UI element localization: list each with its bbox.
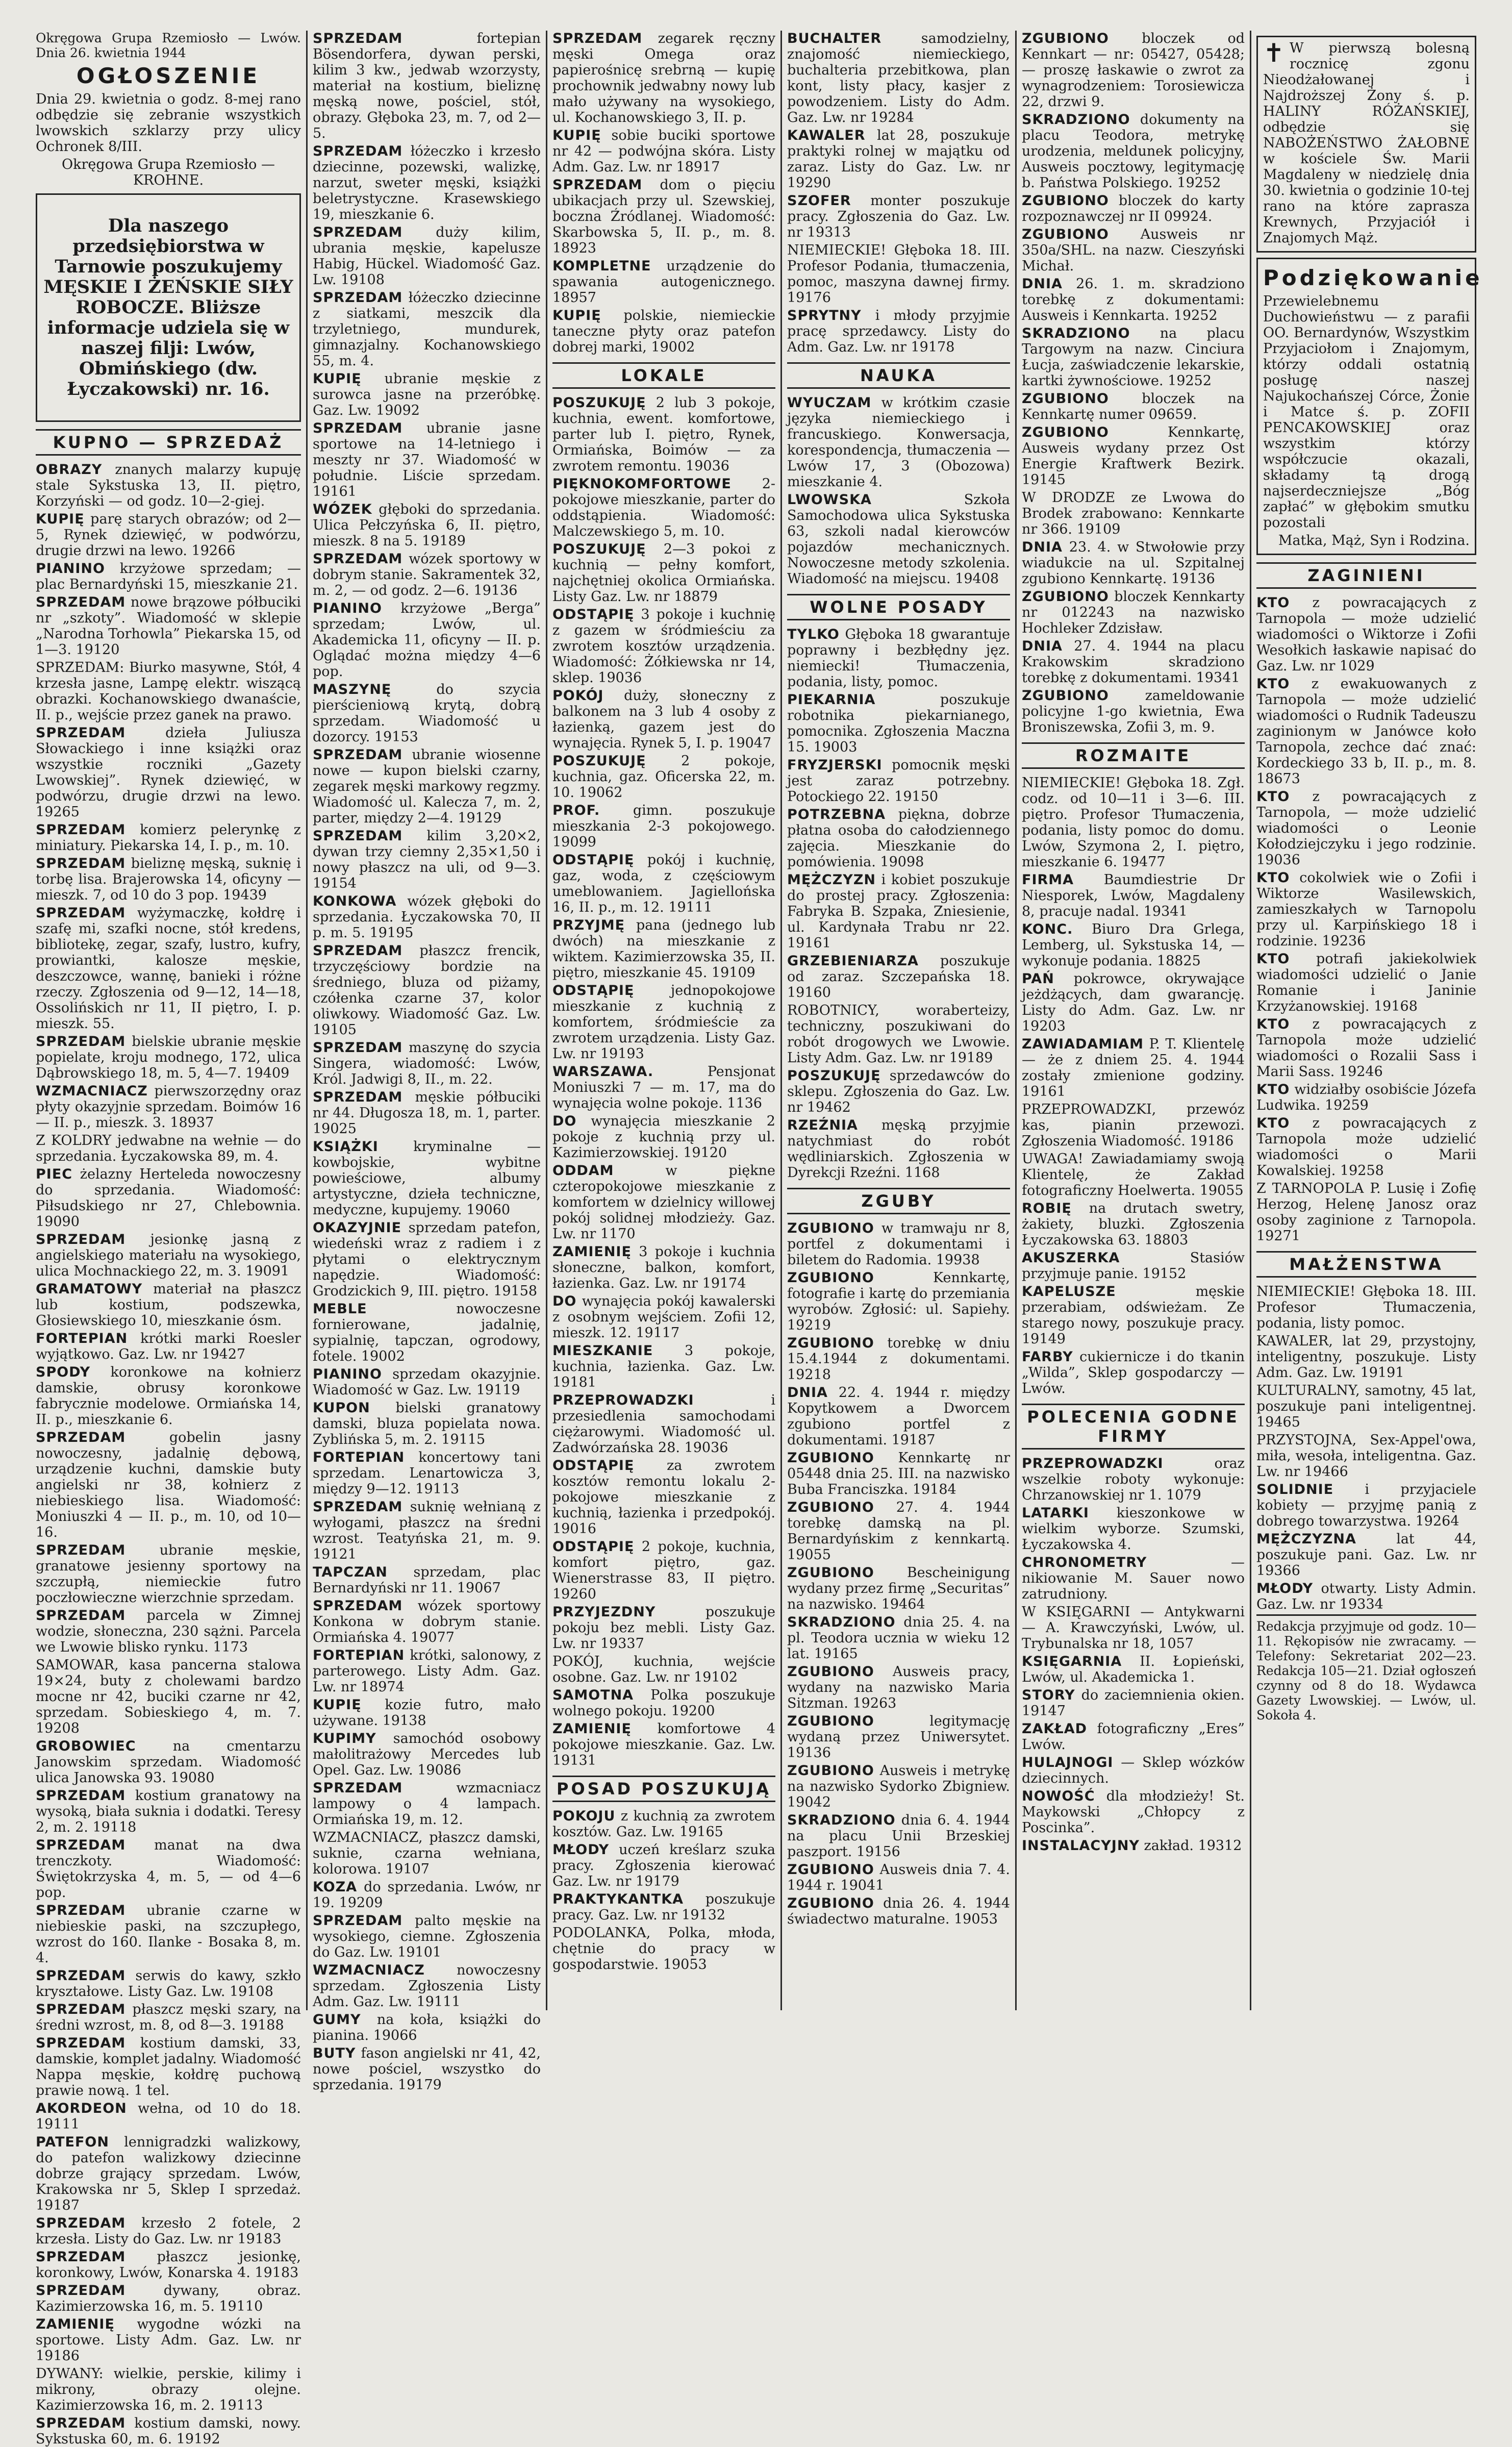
classified-ad: SPRZEDAM parcela w Zimnej wodzie, słoneczna, 230 sążni. Parcela we Lwowie blisko rynku. 1173 [36, 1608, 301, 1655]
classified-ad: KAWALER, lat 29, przystojny, inteligentny, poszukuje. Listy Adm. Gaz. Lw. 19191 [1256, 1333, 1476, 1381]
classified-ad: SPRZEDAM dzieła Juliusza Słowackiego i inne książki oraz wszystkie roczniki „Gazety Lwowskiej”. Rynek dziewięć, w podwórzu, drugie drzwi na lewo. 19265 [36, 725, 301, 820]
classified-ad: PIANINO sprzedam okazyjnie. Wiadomość w Gaz. Lw. 19119 [313, 1366, 541, 1398]
classified-ad: KAWALER lat 28, poszukuje praktyki rolnej w majątku od zaraz. Listy do Gaz. Lw. nr 19290 [787, 128, 1010, 191]
obituary-box [1256, 36, 1476, 253]
classified-ad: DYWANY: wielkie, perskie, kilimy i mikrony, obrazy olejne. Kazimierzowska 16, m. 2. 19113 [36, 2366, 301, 2413]
classified-ad: SPRZEDAM wzmacniacz lampowy o 4 lampach. Ormiańska 19, m. 12. [313, 1780, 541, 1828]
classified-ad: ZGUBIONO torebkę w dniu 15.4.1944 z dokumentami. 19218 [787, 1335, 1010, 1383]
announcement-text: Dnia 29. kwietnia o godz. 8-mej rano odbędzie się zebranie wszystkich lwowskich szklarzy przy ulicy Ochronek 8/III. [36, 91, 301, 155]
classified-ad: ROBIĘ na drutach swetry, żakiety, bluzki. Zgłoszenia Łyczakowska 63. 18803 [1022, 1201, 1245, 1248]
classified-ad: SPRZEDAM ubranie jasne sportowe na 14-letniego i meszty nr 37. Wiadomość w południe. Liście sprzedam. 19161 [313, 420, 541, 500]
classified-ad: ODDAM w piękne czteropokojowe mieszkanie z komfortem w dzielnicy willowej pokój solidnej młodzieży. Gaz. Lw. nr 1170 [552, 1163, 775, 1242]
classified-ad: SPRZEDAM jesionkę jasną z angielskiego materiału na wysokiego, ulica Mochnackiego 22, m. 3. 19091 [36, 1232, 301, 1279]
classified-ad: FORTEPIAN krótki, salonowy, z parterowego. Listy Adm. Gaz. Lw. nr 18974 [313, 1647, 541, 1695]
classified-ad: DNIA 22. 4. 1944 r. między Kopytkowem a Dworcem zgubiono portfel z dokumentami. 19187 [787, 1385, 1010, 1448]
classified-ad: KSIĄŻKI kryminalne — kowbojskie, wybitne powieściowe, albumy artystyczne, dzieła techniczne, medyczne, kupujemy. 19060 [313, 1139, 541, 1218]
classified-ad: ZGUBIONO bloczek Kennkarty nr 012243 na nazwisko Hochleker Zdzisław. [1022, 589, 1245, 636]
classified-ad: ODSTĄPIĘ za zwrotem kosztów remontu lokalu 2-pokojowe mieszkanie z kuchnią, łazienka i przedpokój. 19016 [552, 1458, 775, 1537]
column-5 [1015, 31, 1250, 2010]
classified-ad: POKOJU z kuchnią za zwrotem kosztów. Gaz. Lw. 19165 [552, 1808, 775, 1840]
classified-ad: KUPIĘ sobie buciki sportowe nr 42 — podwójna skóra. Listy Adm. Gaz. Lw. nr 18917 [552, 128, 775, 175]
thanks-title: Podziękowanie [1263, 265, 1483, 290]
classified-ad: SPRZEDAM duży kilim, ubrania męskie, kapelusze Habig, Hückel. Wiadomość Gaz. Lw. 19108 [313, 224, 541, 288]
classified-ad: STORY do zaciemnienia okien. 19147 [1022, 1687, 1245, 1719]
col6-ads-malzenstwa [1256, 1284, 1476, 1612]
classified-ad: SPRZEDAM bieliznę męską, suknię i torbę lisa. Brajerowska 14, oficyny — mieszk. 7, od 10 do 3 pop. 19439 [36, 856, 301, 903]
classified-ad: SKRADZIONO dnia 25. 4. na pl. Teodora ucznia w wieku 12 lat. 19165 [787, 1614, 1010, 1662]
classified-ad: MIESZKANIE 3 pokoje, kuchnia, łazienka. Gaz. Lw. 19181 [552, 1343, 775, 1390]
classified-ad: PODOLANKA, Polka, młoda, chętnie do pracy w gospodarstwie. 19053 [552, 1925, 775, 1972]
classified-ad: MĘŻCZYZNA lat 44, poszukuje pani. Gaz. Lw. nr 19366 [1256, 1531, 1476, 1579]
classified-ad: KUPIMY samochód osobowy małolitrażowy Mercedes lub Opel. Gaz. Lw. 19086 [313, 1731, 541, 1778]
classified-ad: NIEMIECKIE! Głęboka 18. Zgł. codz. od 10—11 i 3—6. III. piętro. Profesor Tłumaczenia, podania, listy pomoc do domu. Lwów, Szymona 2, I. piętro, mieszkanie 6. 19477 [1022, 775, 1245, 870]
classified-ad: FRYZJERSKI pomocnik męski jest zaraz potrzebny. Potockiego 22. 19150 [787, 757, 1010, 805]
classified-ad: KONKOWA wózek głęboki do sprzedania. Łyczakowska 70, II p. m. 5. 19195 [313, 893, 541, 941]
classified-ad: KUPIĘ kozie futro, mało używane. 19138 [313, 1697, 541, 1729]
org-date-line: Okręgowa Grupa Rzemiosło — Lwów. Dnia 26. kwietnia 1944 [36, 31, 301, 60]
section-zaginieni: ZAGINIENI [1256, 562, 1476, 589]
classified-ad: ZGUBIONO 27. 4. 1944 torebkę damską na pl. Bernardyńskim z kennkartą. 19055 [787, 1500, 1010, 1563]
classified-ad: KUPIĘ parę starych obrazów; od 2—5, Rynek dziewięć, w podwórzu, drugie drzwi na lewo. 19266 [36, 511, 301, 559]
thanks-sign: Matka, Mąż, Syn i Rodzina. [1278, 533, 1470, 548]
classified-ad: KULTURALNY, samotny, 45 lat, poszukuje pani inteligentnej. 19465 [1256, 1383, 1476, 1430]
classified-ad: MĘŻCZYZN i kobiet poszukuje do prostej pracy. Zgłoszenia: Fabryka B. Szpaka, Zniesienie, ul. Kardynała Trabu nr 22. 19161 [787, 872, 1010, 951]
classified-ad: SPRZEDAM ubranie czarne w niebieskie paski, na szczupłego, wzrost do 160. Ilanke - Bosaka 8, m. 4. [36, 1903, 301, 1966]
classified-ad: NIEMIECKIE! Głęboka 18. III. Profesor Podania, tłumaczenia, pomoc, maszyna dawnej firmy. 19176 [787, 242, 1010, 306]
classified-ad: PRZYJMĘ pana (jednego lub dwóch) na mieszkanie z wiktem. Kazimierzowska 35, II. piętro, mieszkanie 45. 19109 [552, 917, 775, 981]
section-posad-poszukuja: POSAD POSZUKUJĄ [552, 1776, 775, 1802]
classified-ad: AKUSZERKA Stasiów przyjmuje panie. 19152 [1022, 1250, 1245, 1282]
classified-ad: KTO z powracających z Tarnopola może udzielić wiadomości o Marii Kowalskiej. 19258 [1256, 1115, 1476, 1179]
column-3 [546, 31, 780, 2010]
classified-ad: ROBOTNICY, woraberteizy, techniczny, poszukiwani do robót drogowych we Lwowie. Listy Adm. Gaz. Lw. nr 19189 [787, 1003, 1010, 1066]
classified-ad: MEBLE nowoczesne fornierowane, jadalnię, sypialnię, tapczan, ogrodowy, fotele. 19002 [313, 1301, 541, 1364]
classified-ad: SPRZEDAM serwis do kawy, szkło kryształowe. Listy Gaz. Lw. 19108 [36, 1968, 301, 2000]
announcement-sign: Okręgowa Grupa Rzemiosło — KROHNE. [61, 157, 275, 188]
classified-ad: WZMACNIACZ, płaszcz damski, suknie, czarna wełniana, kolorowa. 19107 [313, 1830, 541, 1877]
classified-ad: GRZEBIENIARZA poszukuje od zaraz. Szczepańska 18. 19160 [787, 953, 1010, 1001]
classified-ad: UWAGA! Zawiadamiamy swoją Klientelę, że Zakład fotograficzny Hoelwerta. 19055 [1022, 1151, 1245, 1198]
col3-ads-lokale [552, 395, 775, 1768]
classified-ad: RZEŹNIA męską przyjmie natychmiast do robót wędliniarskich. Zgłoszenia w Dyrekcji Rzeźni. 1168 [787, 1117, 1010, 1181]
classified-ad: KTO z powracających z Tarnopola — może udzielić wiadomości o Wiktorze i Zofii Wesołkich łaskawie napisać do Gaz. Lw. nr 1029 [1256, 595, 1476, 674]
classified-ad: PATEFON lennigradzki walizkowy, do patefon walizkowy dziecinne dobrze grający sprzedam. Lwów, Krakowska nr 5, Sklep I sprzedaż. 19187 [36, 2134, 301, 2213]
classified-ad: SPRZEDAM dywany, obraz. Kazimierzowska 16, m. 5. 19110 [36, 2283, 301, 2314]
obituary-text: W pierwszą bolesną rocznicę zgonu Nieodżałowanej i Najdroższej Żony ś. p. HALINY RÓŻAŃSKIEJ, odbędzie się NABOŻEŃSTWO ŻAŁOBNE w kościele Św. Marii Magdaleny w niedzielę dnia 30. kwietnia o godzinie 10-tej rano na które zaprasza Krewnych, Przyjaciół i Znajomych Mąż. [1263, 40, 1470, 246]
classified-ad: SPRZEDAM wózek sportowy Konkona w dobrym stanie. Ormiańska 4. 19077 [313, 1598, 541, 1645]
section-kupno-sprzedaz: KUPNO — SPRZEDAŻ [36, 429, 301, 456]
section-rozmaite: ROZMAITE [1022, 742, 1245, 769]
classified-ad: SPODY koronkowe na kołnierz damskie, obrusy koronkowe fabrycznie modelowe. Ormiańska 14, II. p., mieszkanie 6. [36, 1364, 301, 1428]
classified-ad: DO wynajęcia pokój kawalerski z osobnym wejściem. Zofii 12, mieszk. 12. 19117 [552, 1293, 775, 1341]
classified-ad: PRZEPROWADZKI i przesiedlenia samochodami ciężarowymi. Wiadomość ul. Zadwórzańska 28. 19036 [552, 1392, 775, 1456]
section-nauka: NAUKA [787, 362, 1010, 389]
classified-ad: SPRZEDAM maszynę do szycia Singera, wiadomość: Lwów, Król. Jadwigi 8, II., m. 22. [313, 1040, 541, 1087]
classified-ad: SPRZEDAM kostium damski, nowy. Sykstuska 60, m. 6. 19192 [36, 2415, 301, 2447]
col4-ads-zguby [787, 1220, 1010, 1927]
classified-ad: SPRZEDAM fortepian Bösendorfera, dywan perski, kilim 3 kw., jedwab wzorzysty, materiał na kostium, bieliznę męską nowe, pościel, stół, obrazy. Głęboka 23, m. 7, od 2—5. [313, 31, 541, 141]
classified-ad: POKÓJ duży, słoneczny z balkonem na 3 lub 4 osoby z łazienką, gazem jest do wynajęcia. Rynek 5, I. p. 19047 [552, 688, 775, 751]
classified-ad: SPRZEDAM płaszcz jesionkę, koronkowy, Lwów, Konarska 4. 19183 [36, 2249, 301, 2281]
col4-ads-wolne [787, 627, 1010, 1181]
classified-ad: ZGUBIONO bloczek od Kennkart — nr: 05427, 05428; — proszę łaskawie o zwrot za wynagrodzeniem: Torosiewicza 22, drzwi 9. [1022, 31, 1245, 110]
classified-ad: DNIA 23. 4. w Stwołowie przy wiadukcie na ul. Szpitalnej zgubiono Kennkartę. 19136 [1022, 539, 1245, 587]
classified-ad: LATARKI kieszonkowe w wielkim wyborze. Szumski, Łyczakowska 4. [1022, 1505, 1245, 1553]
classified-ad: LWOWSKA Szkoła Samochodowa ulica Sykstuska 63, szkoli nadal kierowców pojazdów mechanicznych. Nowoczesne metody szkolenia. Wiadomość na miejscu. 19408 [787, 492, 1010, 587]
classified-ad: SAMOTNA Polka poszukuje wolnego pokoju. 19200 [552, 1687, 775, 1719]
classified-ad: SPRZEDAM wyżymaczkę, kołdrę i szafę mi, szafki nocne, stół kredens, bibliotekę, zegar, szafy, lustro, kufry, prowiantki, kalosze męskie, deszczowce, wannę, banieki i różne rzeczy. Zgłoszenia od 9—12, 14—18, Ossolińskich nr 11, II piętro, I. p. mieszk. 55. [36, 905, 301, 1032]
classified-ad: GUMY na koła, książki do pianina. 19066 [313, 2012, 541, 2043]
column-1 [31, 31, 306, 2447]
classified-ad: KUPIĘ ubranie męskie z surowca jasne na przeróbkę. Gaz. Lw. 19092 [313, 371, 541, 418]
col5-ads-polecenia [1022, 1456, 1245, 1854]
classified-ad: KAPELUSZE męskie przerabiam, odświeżam. Ze starego nowy, poszukuje pracy. 19149 [1022, 1284, 1245, 1347]
classified-ad: ZGUBIONO legitymację wydaną przez Uniwersytet. 19136 [787, 1713, 1010, 1761]
classified-ad: OBRAZY znanych malarzy kupuję stale Sykstuska 13, II. piętro, Korzyński — od godz. 10—2-giej. [36, 462, 301, 509]
classified-ad: W KSIĘGARNI — Antykwarni — A. Krawczyński, Lwów, ul. Trybunalska nr 18, 1057 [1022, 1604, 1245, 1652]
classified-ad: SPRZEDAM wózek sportowy w dobrym stanie. Sakramentek 32, m. 2, — od godz. 2—6. 19136 [313, 551, 541, 598]
col5-ads-zguby [1022, 31, 1245, 735]
classified-ad: SPRZEDAM łóżeczko i krzesło dziecinne, pozewski, walizkę, narzut, sweter męski, książki beletrystyczne. Krasewskiego 19, mieszkanie 6. [313, 143, 541, 222]
classified-ad: PAŃ pokrowce, okrywające jeżdżących, dam gwarancję. Listy do Adm. Gaz. Lw. nr 19203 [1022, 971, 1245, 1034]
thanks-text: Przewielebnemu Duchowieństwu — z parafii OO. Bernardynów, Wszystkim Przyjaciołom i Znajomym, którzy oddali ostatnią posługę naszej Najukochańszej Córce, Żonie i Matce ś. p. ZOFII PENCAKOWSKIEJ oraz wszystkim którzy współczucie okazali, składamy tą drogą najserdeczniejsze „Bóg zapłać” w głębokim smutku pozostali [1263, 293, 1470, 531]
col6-ads-zaginieni [1256, 595, 1476, 1244]
col3-ads-posad [552, 1808, 775, 1972]
classified-ad: Z TARNOPOLA P. Lusię i Zofię Herzog, Helenę Janosz oraz osoby zaginione z Tarnopola. 19271 [1256, 1181, 1476, 1244]
classified-ad: ODSTĄPIĘ pokój i kuchnię, gaz, woda, z częściowym umeblowaniem. Jagiellońska 16, II. p., m. 12. 19111 [552, 852, 775, 915]
newspaper-page [31, 31, 1483, 2447]
classified-ad: SPRZEDAM ubranie męskie, granatowe jesienny sportowy na szczupłą, niemieckie futro poczłowieczne wierzchnie sprzedam. [36, 1542, 301, 1606]
classified-ad: ZGUBIONO Kennkartę, fotografie i kartę do przemiania wyrobów. Zgłosić: ul. Sapiehy. 19219 [787, 1270, 1010, 1333]
classified-ad: ZGUBIONO Ausweis dnia 7. 4. 1944 r. 19041 [787, 1862, 1010, 1893]
classified-ad: SPRZEDAM męskie półbuciki nr 44. Długosza 18, m. 1, parter. 19025 [313, 1089, 541, 1137]
classified-ad: WZMACNIACZ nowoczesny sprzedam. Zgłoszenia Listy Adm. Gaz. Lw. 19111 [313, 1962, 541, 2010]
classified-ad: POSZUKUJĘ sprzedawców do sklepu. Zgłoszenia do Gaz. Lw. nr 19462 [787, 1068, 1010, 1115]
classified-ad: PRZYJEZDNY poszukuje pokoju bez mebli. Listy Gaz. Lw. nr 19337 [552, 1604, 775, 1652]
classified-ad: BUTY fason angielski nr 41, 42, nowe pościel, wszystko do sprzedania. 19179 [313, 2045, 541, 2093]
col3-ads-kupno [552, 31, 775, 355]
classified-ad: SPRZEDAM ubranie wiosenne nowe — kupon bielski czarny, zegarek męski markowy regzmy. Wiadomość ul. Kalecza 7, m. 2, parter, między 2—4. 19129 [313, 747, 541, 826]
classified-ad: ZAWIADAMIAM P. T. Klientelę — że z dniem 25. 4. 1944 zostały zmienione godziny. 19161 [1022, 1036, 1245, 1100]
classified-ad: MASZYNĘ do szycia pierścieniową krytą, dobrą sprzedam. Wiadomość u dozorcy. 19153 [313, 682, 541, 745]
column-4 [780, 31, 1015, 2010]
classified-ad: SAMOWAR, kasa pancerna stalowa 19×24, buty z cholewami bardzo mocne nr 42, buciki czarne nr 42, sprzedam. Sobieskiego 4, m. 7. 19208 [36, 1657, 301, 1736]
classified-ad: PRZYSTOJNA, Sex-Appel'owa, miła, wesoła, inteligentna. Gaz. Lw. nr 19466 [1256, 1432, 1476, 1480]
classified-ad: GROBOWIEC na cmentarzu Janowskim sprzedam. Wiadomość ulica Janowska 93. 19080 [36, 1738, 301, 1786]
classified-ad: ZGUBIONO bloczek do karty rozpoznawczej nr II 09924. [1022, 193, 1245, 224]
classified-ad: KUPIĘ polskie, niemieckie taneczne płyty oraz patefon dobrej marki, 19002 [552, 308, 775, 355]
classified-ad: KOZA do sprzedania. Lwów, nr 19. 19209 [313, 1879, 541, 1911]
classified-ad: SPRZEDAM płaszcz frencik, trzyczęściowy bordzie na średniego, bluza od piżamy, czółenka czarne 37, kolor oliwkowy. Wiadomość Gaz. Lw. 19105 [313, 943, 541, 1038]
classified-ad: ZGUBIONO Kennkartę, Ausweis wydany przez Ost Energie Kraftwerk Bezirk. 19145 [1022, 425, 1245, 488]
section-malzenstwa: MAŁŻENSTWA [1256, 1251, 1476, 1278]
classified-ad: WÓZEK głęboki do sprzedania. Ulica Pełczyńska 6, II. piętro, mieszk. 8 na 5. 19189 [313, 502, 541, 549]
classified-ad: PIEC żelazny Herteleda nowoczesny do sprzedania. Wiadomość: Piłsudskiego nr 27, Chlebownia. 19090 [36, 1166, 301, 1230]
classified-ad: SPRZEDAM krzesło 2 fotele, 2 krzesła. Listy do Gaz. Lw. nr 19183 [36, 2215, 301, 2247]
classified-ad: SPRZEDAM kostium granatowy na wysoką, biała suknia i dodatki. Teresy 2, m. 2. 19118 [36, 1788, 301, 1835]
announcement-title: OGŁOSZENIE [76, 63, 261, 88]
classified-ad: SPRZEDAM kostium damski, 33, damskie, komplet jadalny. Wiadomość Nappa męskie, kołdrę puchową prawie nową. 1 tel. [36, 2035, 301, 2099]
classified-ad: ZGUBIONO Kennkartę nr 05448 dnia 25. III. na nazwisko Buba Franciszka. 19184 [787, 1450, 1010, 1497]
classified-ad: KTO widziałby osobiście Józefa Ludwika. 19259 [1256, 1082, 1476, 1113]
classified-ad: OKAZYJNIE sprzedam patefon, wiedeński wraz z radiem i z płytami o elektrycznym napędzie. Wiadomość: Grodzickich 9, III. piętro. 19158 [313, 1220, 541, 1299]
classified-ad: SPRZEDAM płaszcz męski szary, na średni wzrost, m. 8, od 8—3. 19188 [36, 2002, 301, 2033]
classified-ad: KTO cokolwiek wie o Zofii i Wiktorze Wasilewskich, zamieszkałych w Tarnopolu przy ul. Karpińskiego 18 i rodzinie. 19236 [1256, 870, 1476, 949]
classified-ad: SKRADZIONO na placu Targowym na nazw. Cinciura Łucja, zaświadczenie lekarskie, kartki żywnościowe. 19252 [1022, 326, 1245, 389]
boxed-ad [36, 193, 301, 422]
section-lokale: LOKALE [552, 362, 775, 389]
classified-ad: AKORDEON wełna, od 10 do 18. 19111 [36, 2101, 301, 2132]
classified-ad: W DRODZE ze Lwowa do Brodek zrabowano: Kennkarte nr 366. 19109 [1022, 490, 1245, 537]
classified-ad: TAPCZAN sprzedam, plac Bernardyński nr 11. 19067 [313, 1564, 541, 1596]
classified-ad: ZGUBIONO w tramwaju nr 8, portfel z dokumentami i biletem do Radomia. 19938 [787, 1220, 1010, 1268]
col4-ads-posad [787, 31, 1010, 355]
classified-ad: SPRZEDAM łóżeczko dziecinne z siatkami, meszcik dla trzyletniego, mundurek, gimnazjalny. Kochanowskiego 55, m. 4. [313, 290, 541, 369]
classified-ad: HULAJNOGI — Sklep wózków dziecinnych. [1022, 1755, 1245, 1786]
classified-ad: TYLKO Głęboka 18 gwarantuje poprawny i bezbłędny jęz. niemiecki! Tłumaczenia, podania, listy, pomoc. [787, 627, 1010, 690]
classified-ad: NIEMIECKIE! Głęboka 18. III. Profesor Tłumaczenia, podania, listy pomoc. [1256, 1284, 1476, 1331]
section-zguby: ZGUBY [787, 1188, 1010, 1214]
classified-ad: PIANINO krzyżowe sprzedam; — plac Bernardyński 15, mieszkanie 21. [36, 561, 301, 592]
classified-ad: WZMACNIACZ pierwszorzędny oraz płyty okazyjnie sprzedam. Boimów 16 — II. p., mieszk. 3. 18937 [36, 1083, 301, 1131]
classified-ad: PRZEPROWADZKI, przewóz kas, pianin przewozi. Zgłoszenia Wiadomość. 19186 [1022, 1102, 1245, 1149]
boxed-ad-text: Dla naszego przedsiębiorstwa w Tarnowie poszukujemy MĘSKIE I ŻEŃSKIE SIŁY ROBOCZE. Bliższe informacje udziela się w naszej filji: Lwów, Obmińskiego (dw. Łyczakowski) nr. 16. [43, 215, 293, 399]
classified-ad: SPRZEDAM: Biurko masywne, Stół, 4 krzesła jasne, Lampę elektr. wiszącą obrazki. Kochanowskiego dwanaście, II. p., wejście przez ganek na prawo. [36, 660, 301, 723]
classified-ad: POTRZEBNA piękna, dobrze płatna osoba do całodziennego zajęcia. Mieszkanie do pomówienia. 19098 [787, 807, 1010, 870]
classified-ad: KONC. Biuro Dra Grlega, Lemberg, ul. Sykstuska 14, — wykonuje podania. 18825 [1022, 921, 1245, 969]
col4-ads-nauka [787, 395, 1010, 587]
col5-ads-rozmaite [1022, 775, 1245, 1396]
classified-ad: SPRZEDAM kilim 3,20×2, dywan trzy ciemny 2,35×1,50 i nowy płaszcz na uli, od 9—3. 19154 [313, 828, 541, 891]
classified-ad: FORTEPIAN koncertowy tani sprzedam. Lenartowicza 3, między 9—12. 19113 [313, 1450, 541, 1497]
classified-ad: PROF. gimn. poszukuje mieszkania 2-3 pokojowego. 19099 [552, 803, 775, 850]
classified-ad: POSZUKUJĘ 2 pokoje, kuchnia, gaz. Oficerska 22, m. 10. 19062 [552, 753, 775, 801]
classified-ad: SPRZEDAM gobelin jasny nowoczesny, jadalnię dębową, urządzenie kuchni, damskie buty angielski nr 38, kołnierz z niebieskiego lisa. Wiadomość: Moniuszki 4 — II. p., m. 10, od 10—16. [36, 1430, 301, 1540]
classified-ad: FIRMA Baumdiestrie Dr Niesporek, Lwów, Magdaleny 8, pracuje nadal. 19341 [1022, 872, 1245, 919]
classified-ad: FORTEPIAN krótki marki Roesler wyjątkowo. Gaz. Lw. nr 19427 [36, 1331, 301, 1362]
classified-ad: NOWOŚĆ dla młodzieży! St. Maykowski „Chłopcy z Poscinka”. [1022, 1788, 1245, 1836]
classified-ad: SKRADZIONO dokumenty na placu Teodora, metrykę urodzenia, meldunek policyjny, Ausweis pocztowy, legitymację b. Państwa Polskiego. 19252 [1022, 112, 1245, 191]
column-2 [306, 31, 546, 2093]
classified-ad: SPRZEDAM dom o pięciu ubikacjach przy ul. Szewskiej, boczna Źródlanej. Wiadomość: Skarbowska 5, II. p., m. 8. 18923 [552, 177, 775, 256]
classified-ad: FARBY cukiernicze i do tkanin „Wilda”, Sklep gospodarczy — Lwów. [1022, 1349, 1245, 1396]
classified-ad: PIEKARNIA poszukuje robotnika piekarnianego, pomocnika. Zgłoszenia Maczna 15. 19003 [787, 692, 1010, 755]
classified-ad: SPRYTNY i młody przyjmie pracę sprzedawcy. Listy do Adm. Gaz. Lw. nr 19178 [787, 308, 1010, 355]
cross-icon: ✝ [1263, 38, 1284, 68]
classified-ad: KTO z powracających z Tarnopola może udzielić wiadomości o Rozalii Sass i Marii Sass. 19246 [1256, 1016, 1476, 1080]
classified-ad: SPRZEDAM bielskie ubranie męskie popielate, kroju modnego, 172, ulica Dąbrowskiego 18, m. 5, 4—7. 19409 [36, 1034, 301, 1081]
classified-ad: ODSTĄPIĘ jednopokojowe mieszkanie z kuchnią z komfortem, śródmieście za zwrotem urządzenia. Listy Gaz. Lw. nr 19193 [552, 983, 775, 1062]
col1-ads-list [36, 462, 301, 2447]
classified-ad: ODSTĄPIĘ 3 pokoje i kuchnię z gazem w śródmieściu za zwrotem kosztów urządzenia. Wiadomość: Żółkiewska nr 14, sklep. 19036 [552, 607, 775, 686]
classified-ad: ZAMIENIĘ wygodne wózki na sportowe. Listy Adm. Gaz. Lw. nr 19186 [36, 2316, 301, 2364]
classified-ad: ODSTĄPIĘ 2 pokoje, kuchnia, komfort piętro, gaz. Wienerstrasse 83, II piętro. 19260 [552, 1539, 775, 1602]
classified-ad: POKÓJ, kuchnia, wejście osobne. Gaz. Lw. nr 19102 [552, 1654, 775, 1685]
classified-ad: SPRZEDAM zegarek ręczny męski Omega oraz papierośnicę srebrną — kupię prochownik jedwabny nowy lub mało używany na wysokiego, ul. Kochanowskiego 3, II. p. [552, 31, 775, 126]
classified-ad: SPRZEDAM manat na dwa trenczkoty. Wiadomość: Świętokrzyska 4, m. 5, — od 4—6 pop. [36, 1837, 301, 1901]
classified-ad: WYUCZAM w krótkim czasie języka niemieckiego i francuskiego. Konwersacja, korespondencja, tłumaczenia — Lwów 17, 3 (Obozowa) mieszkanie 4. [787, 395, 1010, 490]
classified-ad: DNIA 27. 4. 1944 na placu Krakowskim skradziono torebkę z dokumentami. 19341 [1022, 638, 1245, 686]
classified-ad: DO wynajęcia mieszkanie 2 pokoje z kuchnią przy ul. Kazimierzowskiej. 19120 [552, 1113, 775, 1161]
classified-ad: SPRZEDAM suknię wełnianą z wyłogami, płaszcz na średni wzrost. Teatyńska 21, m. 9. 19121 [313, 1499, 541, 1562]
classified-ad: PIĘKNOKOMFORTOWE 2-pokojowe mieszkanie, parter do oddstąpienia. Wiadomość: Malczewskiego 5, m. 10. [552, 476, 775, 539]
classified-ad: KTO potrafi jakiekolwiek wiadomości udzielić o Janie Romanie i Janinie Krzyżanowskiej. 19168 [1256, 951, 1476, 1014]
classified-ad: KUPON bielski granatowy damski, bluza popielata nowa. Zyblińska 5, m. 2. 19115 [313, 1400, 541, 1447]
classified-ad: MŁODY uczeń kreślarz szuka pracy. Zgłoszenia kierować Gaz. Lw. nr 19179 [552, 1842, 775, 1889]
column-6 [1250, 31, 1481, 2010]
footer-note: Redakcja przyjmuje od godz. 10—11. Rękopisów nie zwracamy. — Telefony: Sekretariat 202—23. Redakcja 105—21. Dział ogłoszeń czynny od 8 do 18. Wydawca Gazety Lwowskiej. — Lwów, ul. Sokoła 4. [1256, 1614, 1476, 1722]
classified-ad: POSZUKUJĘ 2—3 pokoi z kuchnią — pełny komfort, najchętniej okolica Ormiańska. Listy Gaz. Lw. nr 18879 [552, 541, 775, 605]
section-polecenia: POLECENIA GODNE FIRMY [1022, 1404, 1245, 1450]
classified-ad: ZGUBIONO Ausweis i metrykę na nazwisko Sydorko Zbigniew. 19042 [787, 1763, 1010, 1810]
classified-ad: PIANINO krzyżowe „Berga” sprzedam; Lwów, ul. Akademicka 11, oficyny — II. p. Oglądać można między 4—6 pop. [313, 601, 541, 680]
classified-ad: ZGUBIONO Bescheinigung wydany przez firmę „Securitas” na nazwisko. 19464 [787, 1565, 1010, 1612]
classified-ad: BUCHALTER samodzielny, znajomość niemieckiego, buchalteria przebitkowa, plan kont, listy płacy, kasjer z powodzeniem. Listy do Adm. Gaz. Lw. nr 19284 [787, 31, 1010, 126]
classified-ad: PRAKTYKANTKA poszukuje pracy. Gaz. Lw. nr 19132 [552, 1891, 775, 1923]
classified-ad: SPRZEDAM komierz pelerynkę z miniatury. Piekarska 14, I. p., m. 10. [36, 822, 301, 854]
classified-ad: ZGUBIONO zameldowanie policyjne 1-go kwietnia, Ewa Broniszewska, Zofii 3, m. 9. [1022, 688, 1245, 735]
classified-ad: SPRZEDAM nowe brązowe półbuciki nr „szkoty”. Wiadomość w sklepie „Narodna Torhowla” Piekarska 15, od 1—3. 19120 [36, 594, 301, 658]
thanks-box [1256, 258, 1483, 555]
classified-ad: SZOFER monter poszukuje pracy. Zgłoszenia do Gaz. Lw. nr 19313 [787, 193, 1010, 240]
classified-ad: DNIA 26. 1. m. skradziono torebkę z dokumentami: Ausweis i Kennkarta. 19252 [1022, 276, 1245, 323]
classified-ad: ZAMIENIĘ komfortowe 4 pokojowe mieszkanie. Gaz. Lw. 19131 [552, 1721, 775, 1768]
classified-ad: ZAKŁAD fotograficzny „Eres” Lwów. [1022, 1721, 1245, 1753]
classified-ad: KTO z ewakuowanych z Tarnopola — może udzielić wiadomości o Rudnik Tadeuszu zaginionym w Janówce koło Tarnopola, zechce dać znać: Kordeckiego 33 b, II. p., m. 8. 18673 [1256, 676, 1476, 787]
classified-ad: POSZUKUJĘ 2 lub 3 pokoje, kuchnia, ewent. komfortowe, parter lub I. piętro, Rynek, Ormiańska, Boimów — za zwrotem remontu. 19036 [552, 395, 775, 474]
classified-ad: INSTALACYJNY zakład. 19312 [1022, 1838, 1242, 1854]
classified-ad: ZGUBIONO bloczek na Kennkartę numer 09659. [1022, 391, 1245, 422]
classified-ad: SPRZEDAM palto męskie na wysokiego, ciemne. Zgłoszenia do Gaz. Lw. 19101 [313, 1913, 541, 1960]
classified-ad: SKRADZIONO dnia 6. 4. 1944 na placu Unii Brzeskiej paszport. 19156 [787, 1812, 1010, 1860]
section-wolne-posady: WOLNE POSADY [787, 594, 1010, 620]
classified-ad: Z KOLDRY jedwabne na wełnie — do sprzedania. Łyczakowska 89, m. 4. [36, 1133, 301, 1164]
classified-ad: PRZEPROWADZKI oraz wszelkie roboty wykonuje: Chrzanowskiej nr 1. 1079 [1022, 1456, 1245, 1503]
classified-ad: GRAMATOWY materiał na płaszcz lub kostium, podszewka, Głosiewskiego 10, mieszkanie ósm. [36, 1281, 301, 1329]
classified-ad: KOMPLETNE urządzenie do spawania autogenicznego. 18957 [552, 258, 775, 306]
classified-ad: KTO z powracających z Tarnopola, — może udzielić wiadomości o Leonie Kołodziejczyku i jego rodzinie. 19036 [1256, 789, 1476, 868]
classified-ad: WARSZAWA. Pensjonat Moniuszki 7 — m. 17, ma do wynajęcia wolne pokoje. 1136 [552, 1064, 775, 1111]
classified-ad: ZAMIENIĘ 3 pokoje i kuchnia słoneczne, balkon, komfort, łazienka. Gaz. Lw. nr 19174 [552, 1244, 775, 1291]
classified-ad: ZGUBIONO Ausweis nr 350a/SHL. na nazw. Cieszyński Michał. [1022, 227, 1245, 274]
classified-ad: KSIĘGARNIA II. Łopieński, Lwów, ul. Akademicka 1. [1022, 1654, 1245, 1685]
classified-ad: SOLIDNIE i przyjaciele kobiety — przyjmę panią z dobrego towarzystwa. 19264 [1256, 1482, 1476, 1529]
classified-ad: ZGUBIONO Ausweis pracy, wydany na nazwisko Maria Sitzman. 19263 [787, 1664, 1010, 1711]
classified-ad: CHRONOMETRY — nikiowanie M. Sauer nowo zatrudniony. [1022, 1555, 1245, 1602]
classified-ad: ZGUBIONO dnia 26. 4. 1944 świadectwo maturalne. 19053 [787, 1895, 1010, 1927]
classified-ad: MŁODY otwarty. Listy Admin. Gaz. Lw. nr 19334 [1256, 1581, 1476, 1612]
col2-ads-list [313, 31, 541, 2093]
